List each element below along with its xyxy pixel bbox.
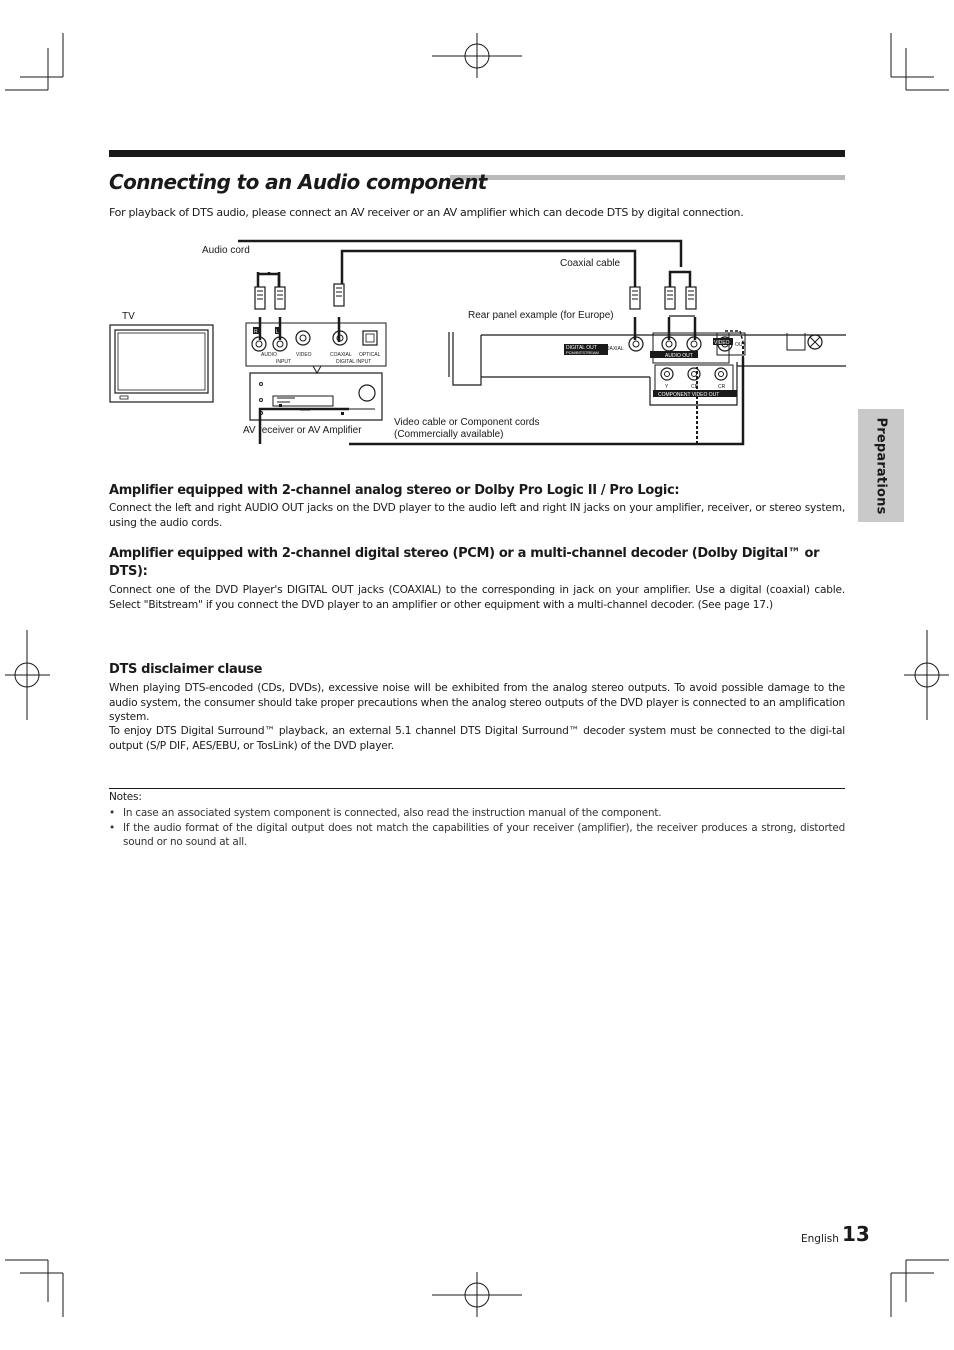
section-2-heading: Amplifier equipped with 2-channel digital stereo (PCM) or a multi-channel decoder (Dolby Digital™ or DTS): xyxy=(109,546,820,579)
label-optical: OPTICAL xyxy=(359,352,381,358)
header-bar xyxy=(109,150,845,157)
label-jack-r: R xyxy=(254,329,258,335)
section-title: Connecting to an Audio component xyxy=(109,170,487,194)
label-av-receiver: AV receiver or AV Amplifier xyxy=(243,425,362,436)
connection-diagram xyxy=(105,232,850,450)
intro-text: For playback of DTS audio, please connect an AV receiver or an AV amplifier which can decode DTS by digital connection. xyxy=(109,206,744,219)
section-2-body: Connect one of the DVD Player's DIGITAL OUT jacks (COAXIAL) to the corresponding in jack on your amplifier. Use a digital (coaxial) cable. Select "Bitstream" if you connect the DVD player to an amplifier or other equipment with a multi-channel decoder. (See page 17.) xyxy=(109,584,845,611)
label-audio-cord: Audio cord xyxy=(202,245,250,256)
notes-rule xyxy=(109,788,845,789)
notes-list xyxy=(109,806,845,850)
label-component-video-out: COMPONENT VIDEO OUT xyxy=(658,392,720,398)
label-audio-out: AUDIO OUT xyxy=(665,353,693,359)
title-rule xyxy=(450,175,845,180)
label-video-cable-2: (Commercially available) xyxy=(394,429,504,440)
label-coaxial-cable: Coaxial cable xyxy=(560,258,621,269)
label-rear-panel: Rear panel example (for Europe) xyxy=(468,310,614,321)
list-item: • In case an associated system component is connected, also read the instruction manual of the component. xyxy=(109,806,845,821)
label-cr: CR xyxy=(718,384,726,390)
label-video-cable-1: Video cable or Component cords xyxy=(394,417,540,428)
list-item: • If the audio format of the digital output does not match the capabilities of your receiver (amplifier), the receiver produces a strong, distorted sound or no sound at all. xyxy=(109,821,845,850)
dts-heading: DTS disclaimer clause xyxy=(109,662,263,677)
label-input: INPUT xyxy=(276,359,291,365)
label-y: Y xyxy=(665,384,669,390)
page-number: 13 xyxy=(842,1222,870,1246)
side-tab xyxy=(858,409,904,522)
notes-label: Notes: xyxy=(109,791,142,803)
label-digital-out: DIGITAL OUT xyxy=(566,345,597,351)
label-jack-l: L xyxy=(276,329,279,335)
label-audio: AUDIO xyxy=(261,352,277,358)
label-coaxial: COAXIAL xyxy=(330,352,352,358)
section-1-body: Connect the left and right AUDIO OUT jacks on the DVD player to the audio left and right IN jacks on your amplifier, receiver, or stereo system, using the audio cords. xyxy=(109,502,845,529)
label-digital-out-sub: PCM/BITSTREAM xyxy=(566,350,599,355)
label-digital-input: DIGITAL INPUT xyxy=(336,359,372,365)
footer-language: English xyxy=(801,1233,839,1245)
side-tab-label: Preparations xyxy=(873,416,889,515)
label-coaxial-upper: COAXIAL xyxy=(602,346,624,352)
section-1-heading: Amplifier equipped with 2-channel analog stereo or Dolby Pro Logic II / Pro Logic: xyxy=(109,483,680,498)
label-video-jack: VIDEO xyxy=(714,340,730,346)
label-out: OUT xyxy=(735,342,746,348)
label-video: VIDEO xyxy=(296,352,312,358)
label-cb: CB xyxy=(691,384,698,390)
label-tv: TV xyxy=(122,311,135,322)
dts-para-1: When playing DTS-encoded (CDs, DVDs), excessive noise will be exhibited from the analog stereo outputs. To avoid possible damage to the audio system, the consumer should take proper precautions when the analog stereo outputs of the DVD player is connected to an amplification system. xyxy=(109,682,845,723)
dts-para-2: To enjoy DTS Digital Surround™ playback, an external 5.1 channel DTS Digital Surround™ decoder system must be connected to the digi-tal output (S/P DIF, AES/EBU, or TosLink) of the DVD player. xyxy=(109,725,845,752)
